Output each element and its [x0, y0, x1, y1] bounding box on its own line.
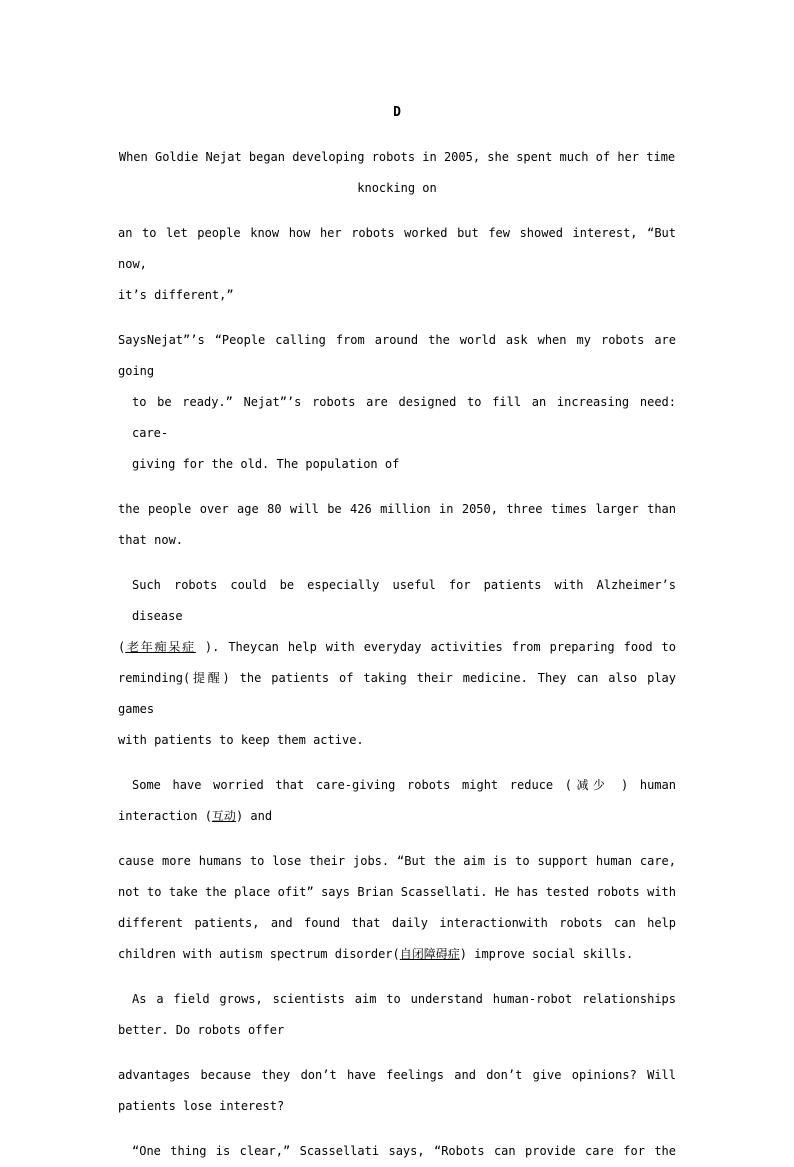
text-line: [118, 663, 676, 725]
text-segment: 互动: [211, 809, 236, 823]
text-segment: Some have worried that care-giving robots might reduce (减少 ) human: [132, 778, 676, 792]
text-segment: children with autism spectrum disorder(: [118, 947, 400, 961]
text-line: [118, 280, 676, 311]
text-line: [118, 984, 676, 1015]
text-line: [118, 325, 676, 387]
text-segment: ) and: [235, 809, 273, 823]
paragraph: [118, 846, 676, 970]
text-line: [118, 632, 676, 663]
text-segment: (: [118, 640, 126, 654]
text-segment: advantages because they don’t have feelings and don’t give opinions? Will: [118, 1068, 676, 1082]
text-segment: the people over age 80 will be 426 million in 2050, three times larger than: [118, 502, 676, 516]
text-line: [118, 142, 676, 173]
text-segment: to be ready.” Nejat”’s robots are designed to fill an increasing need: care-: [132, 395, 676, 440]
text-line: [118, 908, 676, 939]
text-line: [118, 570, 676, 632]
text-segment: 自闭障碍症: [399, 947, 460, 961]
text-segment: ). Theycan help with everyday activities from preparing food to: [195, 640, 676, 654]
text-segment: Such robots could be especially useful for patients with Alzheimer’s disease: [132, 578, 676, 623]
text-line: [118, 877, 676, 908]
text-line: [118, 770, 676, 801]
text-segment: “One thing is clear,” Scassellati says, “Robots can provide care for the: [132, 1144, 676, 1158]
paragraph: [118, 142, 676, 204]
text-line: [118, 1060, 676, 1091]
text-segment: better. Do robots offer: [118, 1023, 285, 1037]
text-segment: an to let people know how her robots worked but few showed interest, “But now,: [118, 226, 676, 271]
text-segment: When Goldie Nejat began developing robots in 2005, she spent much of her time: [118, 150, 676, 164]
text-segment: it’s different,”: [118, 288, 234, 302]
paragraph: [118, 770, 676, 832]
text-line: [118, 1015, 676, 1046]
text-line: [118, 846, 676, 877]
text-line: [118, 494, 676, 525]
text-segment: SaysNejat”’s “People calling from around the world ask when my robots are going: [118, 333, 676, 378]
text-segment: interaction (: [118, 809, 212, 823]
text-segment: with patients to keep them active.: [118, 733, 364, 747]
text-line: [118, 725, 676, 756]
text-line: [118, 801, 676, 832]
paragraph: [118, 494, 676, 556]
paragraph: [118, 1136, 676, 1167]
text-segment: As a field grows, scientists aim to understand human-robot relationships: [132, 992, 676, 1006]
paragraph: [118, 984, 676, 1046]
text-line: [118, 387, 676, 449]
text-line: [118, 218, 676, 280]
text-line: [118, 1136, 676, 1167]
text-line: [118, 1091, 676, 1122]
text-segment: that now.: [118, 533, 184, 547]
text-segment: giving for the old. The population of: [132, 457, 400, 471]
text-segment: reminding(提醒) the patients of taking their medicine. They can also play games: [118, 671, 676, 716]
section-title: D: [393, 105, 401, 120]
text-segment: patients lose interest?: [118, 1099, 285, 1113]
text-segment: ) improve social skills.: [459, 947, 634, 961]
text-line: [118, 173, 676, 204]
text-segment: cause more humans to lose their jobs. “But the aim is to support human care,: [118, 854, 676, 868]
paragraph: [118, 218, 676, 311]
text-segment: different patients, and found that daily interactionwith robots can help: [118, 916, 676, 930]
paragraph: [118, 570, 676, 756]
text-line: [118, 525, 676, 556]
paragraph: [118, 325, 676, 480]
paragraph: [118, 1060, 676, 1122]
text-line: [118, 449, 676, 480]
text-line: [118, 939, 676, 970]
text-segment: not to take the place ofit” says Brian Scassellati. He has tested robots with: [118, 885, 676, 899]
text-segment: knocking on: [357, 181, 437, 195]
text-segment: 老年痴呆症: [125, 640, 196, 654]
document-body: [118, 142, 676, 1167]
